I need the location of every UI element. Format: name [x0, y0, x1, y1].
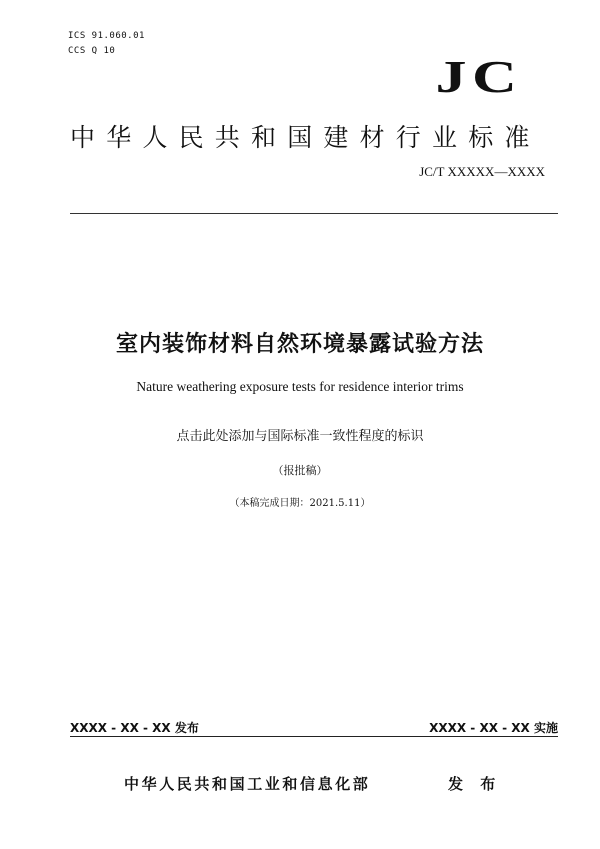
consistency-note: 点击此处添加与国际标准一致性程度的标识: [176, 429, 424, 444]
issuing-ministry: 中华人民共和国工业和信息化部: [124, 775, 371, 793]
completion-date: （本稿完成日期：2021.5.11）: [229, 498, 371, 509]
publish-label: 发 布: [448, 775, 502, 793]
org-title: 中华人民共和国建材行业标准: [70, 123, 541, 152]
header-divider: [70, 213, 558, 214]
draft-stage: （报批稿）: [272, 464, 328, 477]
standard-number: JC/T XXXXX—XXXX: [419, 164, 545, 179]
document-title-cn: 室内装饰材料自然环境暴露试验方法: [115, 332, 484, 357]
jc-logo: JC: [435, 51, 522, 102]
document-title-en: Nature weathering exposure tests for residence interior trims: [136, 379, 464, 394]
ics-code: ICS 91.060.01: [68, 31, 145, 41]
ccs-code: CCS Q 10: [68, 46, 116, 56]
ics-code-block: [68, 29, 145, 59]
issue-date: XXXX - XX - XX 发布: [70, 721, 199, 735]
implement-date: XXXX - XX - XX 实施: [429, 721, 558, 735]
footer-divider: [70, 736, 558, 737]
